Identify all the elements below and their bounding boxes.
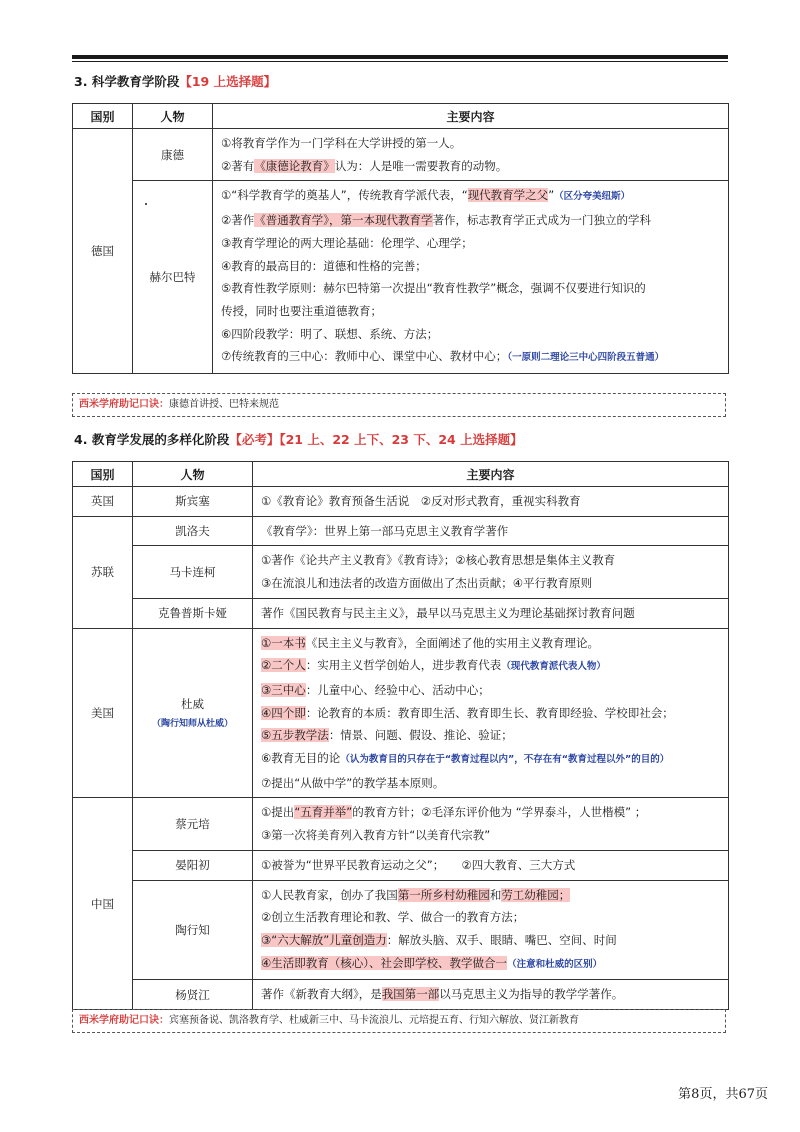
highlighted-text: ④四个即 xyxy=(261,705,306,720)
content-cell xyxy=(253,487,729,517)
content-line xyxy=(221,300,724,323)
content-line xyxy=(261,549,724,572)
content-line xyxy=(261,801,724,824)
col-header-country: 国别 xyxy=(73,462,133,487)
section-4-heading xyxy=(74,430,523,448)
text-segment: ①被誉为“世界平民教育运动之父”； ②四大教育、三大方式 xyxy=(261,857,576,872)
text-segment: ⑦传统教育的三中心：教师中心、课堂中心、教材中心； xyxy=(221,349,508,364)
highlighted-text: 我国第一部 xyxy=(381,987,440,1002)
text-segment: 传授，同时也要注重道德教育； xyxy=(221,303,382,318)
section-number: 4. xyxy=(74,432,88,447)
text-segment: ①人民教育家，创办了我国 xyxy=(261,887,398,902)
annotation-note: （认为教育目的只存在于“教育过程以内”，不存在有“教育过程以外”的目的） xyxy=(340,754,670,766)
content-line xyxy=(221,277,724,300)
content-line xyxy=(221,209,724,232)
text-segment: ：儿童中心、经验中心、活动中心； xyxy=(305,682,490,697)
person-name: 杜威 xyxy=(181,697,204,712)
col-header-content: 主要内容 xyxy=(213,104,729,129)
highlighted-text: ③“六大解放”儿童创造力 xyxy=(261,932,387,947)
text-segment: 《民主主义与教育》，全面阐述了他的实用主义教育理论。 xyxy=(305,635,600,650)
mnemonic-text: 康德首讲授、巴特来规范 xyxy=(169,399,279,410)
content-line xyxy=(221,323,724,346)
annotation-note: （一原则二理论三中心四阶段五普通） xyxy=(507,352,665,364)
content-line xyxy=(261,702,724,725)
content-cell xyxy=(253,798,729,850)
content-line xyxy=(261,824,724,847)
text-segment: 著作《国民教育与民主主义》，最早以马克思主义为理论基础探讨教育问题 xyxy=(261,605,635,620)
text-segment: ⑦提出“从做中学”的教学基本原则。 xyxy=(261,775,445,790)
text-segment: ” xyxy=(548,188,555,203)
content-cell xyxy=(253,850,729,880)
person-cell: 赫尔巴特 xyxy=(133,181,213,374)
content-line xyxy=(261,906,724,929)
mnemonic-label: 西米学府助记口诀： xyxy=(79,399,169,410)
content-line xyxy=(261,490,724,513)
country-cell: 中国 xyxy=(73,798,133,1010)
country-cell: 美国 xyxy=(73,628,133,798)
content-cell xyxy=(253,546,729,598)
highlighted-text: 现代教育学之父 xyxy=(467,188,549,203)
country-cell: 苏联 xyxy=(73,516,133,628)
text-segment: 和 xyxy=(489,887,502,902)
mnemonic-label: 西米学府助记口诀： xyxy=(79,1015,169,1026)
annotation-note: （注意和杜威的区别） xyxy=(507,958,603,970)
person-cell: 晏阳初 xyxy=(133,850,253,880)
text-segment: 著作《新教育大纲》，是 xyxy=(261,987,382,1002)
text-segment: ③在流浪儿和违法者的改造方面做出了杰出贡献；④平行教育原则 xyxy=(261,576,593,591)
person-cell: 马卡连柯 xyxy=(133,546,253,598)
exam-tag: 【19 上选择题】 xyxy=(179,74,277,89)
table-scientific-pedagogy xyxy=(72,103,729,374)
content-cell xyxy=(253,628,729,798)
content-line xyxy=(221,345,724,370)
col-header-country: 国别 xyxy=(73,104,133,129)
content-cell xyxy=(253,516,729,546)
text-segment: 认为：人是唯一需要教育的动物。 xyxy=(334,158,508,173)
text-segment: ：论教育的本质：教育即生活、教育即生长、教育即经验、学校即社会； xyxy=(305,705,674,720)
section-title: 科学教育学阶段 xyxy=(91,74,180,89)
content-line xyxy=(221,155,724,178)
text-segment: 著作，标志教育学正式成为一门独立的学科 xyxy=(432,213,652,228)
person-cell: 斯宾塞 xyxy=(133,487,253,517)
person-cell: 康德 xyxy=(133,129,213,181)
highlighted-text: 《康德论教育》 xyxy=(254,158,335,173)
text-segment: 《教育学》：世界上第一部马克思主义教育学著作 xyxy=(261,523,509,538)
content-line xyxy=(221,255,724,278)
content-line xyxy=(221,184,724,209)
text-segment: ②创立生活教育理论和教、学、做合一的教育方法； xyxy=(261,910,525,925)
col-header-person: 人物 xyxy=(133,104,213,129)
highlighted-text: 第一所乡村幼稚园 xyxy=(397,887,490,902)
mnemonic-text: 宾塞预备说、凯洛教育学、杜威新三中、马卡流浪儿、元培提五育、行知六解放、贤江新教育 xyxy=(169,1015,579,1026)
text-segment: ①将教育学作为一门学科在大学讲授的第一人。 xyxy=(221,136,462,150)
content-line xyxy=(261,983,724,1006)
col-header-content: 主要内容 xyxy=(253,462,729,487)
person-cell: 蔡元培 xyxy=(133,798,253,850)
content-line xyxy=(261,654,724,679)
section-number: 3. xyxy=(74,74,88,89)
content-line xyxy=(261,952,724,977)
country-cell: 德国 xyxy=(73,129,133,374)
content-cell xyxy=(253,880,729,980)
content-line xyxy=(261,632,724,655)
content-cell xyxy=(253,980,729,1010)
highlighted-text: 劳工幼稚园； xyxy=(501,887,571,902)
highlighted-text: ⑤五步教学法 xyxy=(261,728,329,743)
content-line xyxy=(261,520,724,543)
person-cell: 陶行知 xyxy=(133,880,253,980)
content-line xyxy=(221,232,724,255)
content-line xyxy=(261,572,724,595)
person-cell: 克鲁普斯卡娅 xyxy=(133,598,253,628)
highlighted-text: ③三中心 xyxy=(261,682,306,697)
mnemonic-box xyxy=(72,1009,726,1033)
table-diversified-pedagogy xyxy=(72,461,729,1010)
text-segment: ③第一次将美育列入教育方针“以美育代宗教” xyxy=(261,828,491,843)
person-cell: 凯洛夫 xyxy=(133,516,253,546)
text-segment: 的教育方针；②毛泽东评价他为 “学界泰斗，人世楷模” ； xyxy=(352,805,647,820)
highlighted-text: ①一本书 xyxy=(261,635,306,650)
text-segment: ⑤教育性教学原则：赫尔巴特第一次提出“教育性教学”概念，强调不仅要进行知识的 xyxy=(221,281,646,296)
content-line xyxy=(261,602,724,625)
exam-tag: 【必考】【21 上、22 上下、23 下、24 上选择题】 xyxy=(229,432,523,447)
person-note: （陶行知师从杜威） xyxy=(151,719,233,730)
text-segment: ⑥教育无目的论 xyxy=(261,751,341,766)
person-cell: 杨贤江 xyxy=(133,980,253,1010)
section-3-heading xyxy=(74,72,276,90)
content-line xyxy=(261,772,724,795)
text-segment: ②著有 xyxy=(221,158,255,173)
section-title: 教育学发展的多样化阶段 xyxy=(91,432,230,447)
page-number: 第8页，共67页 xyxy=(678,1087,768,1102)
content-line xyxy=(221,132,724,155)
col-header-person: 人物 xyxy=(133,462,253,487)
mnemonic-box xyxy=(72,393,726,417)
annotation-note: （现代教育派代表人物） xyxy=(501,661,606,673)
content-line xyxy=(261,854,724,877)
header-rule xyxy=(72,55,728,59)
content-line xyxy=(261,679,724,702)
header-rule-thin xyxy=(72,61,728,62)
text-segment: ①《教育论》教育预备生活说 ②反对形式教育，重视实科教育 xyxy=(261,494,581,508)
highlighted-text: ④生活即教育（核心）、社会即学校、教学做合一 xyxy=(261,955,508,970)
person-cell xyxy=(133,628,253,798)
country-cell: 英国 xyxy=(73,487,133,517)
content-line xyxy=(261,724,724,747)
content-line xyxy=(261,929,724,952)
content-line xyxy=(261,747,724,772)
text-segment: ①著作《论共产主义教育》《教育诗》；②核心教育思想是集体主义教育 xyxy=(261,553,616,568)
text-segment: 以马克思主义为指导的教学学著作。 xyxy=(439,987,624,1002)
text-segment: ③教育学理论的两大理论基础：伦理学、心理学； xyxy=(221,235,473,250)
content-cell xyxy=(213,129,729,181)
text-segment: ：情景、问题、假设、推论、验证； xyxy=(328,728,513,743)
annotation-note: （区分夸美纽斯） xyxy=(554,191,631,203)
text-segment: ①“科学教育学的奠基人”，传统教育学派代表，“ xyxy=(221,188,468,203)
highlighted-text: “五育并举” xyxy=(294,805,353,820)
content-cell xyxy=(253,598,729,628)
text-segment: ：实用主义哲学创始人，进步教育代表 xyxy=(305,658,502,673)
text-segment: ⑥四阶段教学：明了、联想、系统、方法； xyxy=(221,326,439,341)
stray-dot xyxy=(145,203,147,205)
highlighted-text: ②二个人 xyxy=(261,658,306,673)
text-segment: ：解放头脑、双手、眼睛、嘴巴、空间、时间 xyxy=(386,932,617,947)
text-segment: ①提出 xyxy=(261,805,295,820)
text-segment: ②著作 xyxy=(221,213,255,228)
content-cell xyxy=(213,181,729,374)
text-segment: ④教育的最高目的：道德和性格的完善； xyxy=(221,258,427,273)
content-line xyxy=(261,884,724,907)
highlighted-text: 《普通教育学》，第一本现代教育学 xyxy=(254,213,433,228)
